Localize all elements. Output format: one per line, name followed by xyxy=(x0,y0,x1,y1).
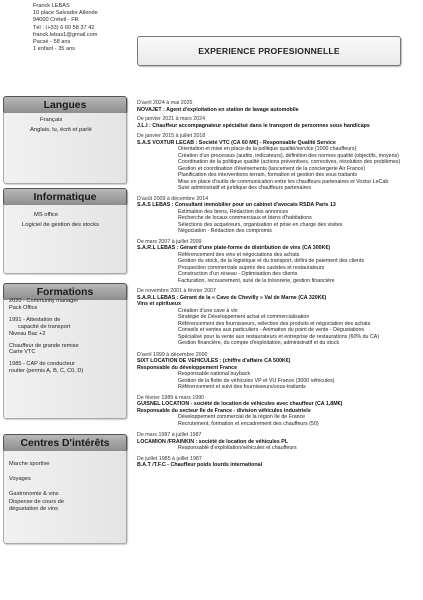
experience-bullet: Gestion du stock, de la logistique et du transport, défini de paiement des clients xyxy=(178,258,417,265)
experience-entry xyxy=(137,100,417,113)
experience-entry xyxy=(137,196,417,235)
experience-bullets xyxy=(137,308,417,347)
experience-bullet: Création d'une cave à vin xyxy=(178,308,417,315)
formation-line: Niveau Bac +2 xyxy=(9,330,46,337)
experience-date: De janvier 2021 à mars 2024 xyxy=(137,116,206,122)
experience-title: J.L.I : Chauffeur accompagnateur spécialisé dans le transport de personnes sous handicaps xyxy=(137,122,370,129)
contact-name: Franck LEBAS xyxy=(33,3,70,9)
formation-line: Chauffeur de grande remise xyxy=(9,342,79,349)
interet-spacer xyxy=(9,483,123,491)
experience-entry xyxy=(137,133,417,192)
langue-item: Anglais, lu, écrit et parlé xyxy=(30,127,92,134)
experience-date: D'août 2009 à décembre 2014 xyxy=(137,195,209,202)
experience-entry xyxy=(137,395,417,428)
experience-entry xyxy=(137,456,417,469)
experience-bullet: Construction d'un réseau - Optimisation des clients xyxy=(178,271,417,278)
langues-list xyxy=(30,117,92,135)
informatique-item: MS office xyxy=(34,212,59,218)
experience-bullet: Spécialisé pour la vente aux restaurateurs et entreprise de restaurations (60% du CA) xyxy=(178,334,417,341)
experience-title: SIXT LOCATION DE VEHICULES : (chiffre d'affaire CA 500K€) xyxy=(137,358,291,364)
langue-item: Français xyxy=(40,117,63,123)
experience-bullet: Planification des interventions terrain, formation et gestion des sous traitants xyxy=(178,172,417,179)
experience-bullet: Suivi administratif et juridique des chauffeurs partenaires xyxy=(178,185,417,192)
interet-spacer xyxy=(9,468,123,476)
experience-bullet: Coordination de la politique qualité (actions préventives, correctives, résolution des problèmes) xyxy=(178,159,417,166)
experience-date: De juillet 1985 à juillet 1987 xyxy=(137,455,202,462)
interet-line: dégustation de vins xyxy=(9,505,59,512)
formation-line: capacité de transport xyxy=(18,323,71,330)
experience-bullets xyxy=(137,371,417,391)
experience-subtitle: Responsable du développement France xyxy=(137,364,238,371)
contact-city: 94000 Créteil - FR xyxy=(33,17,79,24)
experience-bullets xyxy=(137,414,417,427)
section-informatique-header: Informatique xyxy=(3,188,127,206)
formations-list xyxy=(9,298,123,375)
informatique-item: Logiciel de gestion des stocks xyxy=(22,222,100,229)
experience-bullet: Mise en place d'outils de communication entre les chauffeurs partenaires et Voxtur LeCab xyxy=(178,179,417,186)
formation-line: 1991 - Attestation de xyxy=(9,316,61,323)
contact-children: 1 enfant - 35 ans xyxy=(33,46,75,53)
experience-bullets xyxy=(137,252,417,285)
experience-list xyxy=(137,100,417,473)
experience-bullet: Recherche de locaux commerciaux et biens d'habitations xyxy=(178,215,417,222)
experience-title: B.A.T /T.F.C - Chauffeur poids lourds international xyxy=(137,462,263,468)
experience-date: De janvier 2015 à juillet 2018 xyxy=(137,133,206,139)
informatique-list xyxy=(22,212,99,230)
formation-line: 2020 - Community manager xyxy=(9,298,79,304)
experience-bullet: Référencement et suivi des fournisseurs/sous-traitants xyxy=(178,384,417,391)
experience-entry xyxy=(137,432,417,452)
contact-phone: Tél : (+33) 6 60 58 37 42 xyxy=(33,24,95,31)
experience-bullet: Gestion financière, du compte d'exploitation, administratif et du stock xyxy=(178,340,417,347)
experience-bullet: Gestion de la flotte de véhicules VP et VU France (3000 véhicules) xyxy=(178,378,417,385)
experience-bullets xyxy=(137,209,417,235)
formation-line: 1985 - CAP de conducteur xyxy=(9,361,75,368)
experience-bullet: Estimation des biens, Rédaction des annonces xyxy=(178,209,417,216)
experience-bullet: Recrutement, formation et encadrement des chauffeurs (50) xyxy=(178,421,417,428)
section-interets-header: Centres D'intérêts xyxy=(3,434,127,452)
experience-bullet: Négociation - Rédaction des compromis xyxy=(178,228,417,235)
contact-status: Pacsé - 58 ans xyxy=(33,39,71,46)
experience-title: NOVAJET : Agent d'exploitation en station de lavage automobile xyxy=(137,106,299,113)
experience-title: S.A.S LEBAS : Consultant immobilier pour un cabinet d'avocats RSDA Paris 13 xyxy=(137,202,336,208)
formation-line: Pack Office xyxy=(9,304,38,311)
interet-line: Marche sportive xyxy=(9,461,50,467)
experience-title: S.A.R.L LEBAS : Gérant d'une plate-forme de distribution de vins (CA 300K€) xyxy=(137,245,331,251)
experience-bullet: Création d'un processus (audits, indicateurs), définition des normes qualité (objectifs, moyens) xyxy=(178,153,417,160)
interets-list xyxy=(9,461,123,513)
experience-bullet: Développement commercial de la région Ile de France xyxy=(178,414,417,421)
interet-line: Gastronomie & vins xyxy=(9,491,59,498)
experience-bullet: Responsable d'exploitation/véhicules et chauffeurs xyxy=(178,445,417,452)
experience-entry xyxy=(137,352,417,391)
formation-line: routier (permis A, B, C, C0, D) xyxy=(9,368,84,375)
experience-subtitle: Vins et spiritueux xyxy=(137,301,182,307)
experience-date: D'avril 2024 à mai 2025 xyxy=(137,100,193,106)
interet-line: Voyages xyxy=(9,476,31,483)
experience-bullet: Gestion et coordination d'événements (lancement de la conciergerie Air France) xyxy=(178,166,417,173)
experience-date: De novembre 2001 à février 2007 xyxy=(137,288,216,294)
experience-bullets xyxy=(137,445,417,452)
experience-bullet: Référencement des vins et négociations des achats xyxy=(178,252,417,259)
experience-bullet: Stratégie de Développement achat et commercialisation xyxy=(178,314,417,321)
experience-bullet: Facturation, recouvrement, suivi de la trésorerie, gestion financière xyxy=(178,278,417,285)
experience-entry xyxy=(137,239,417,285)
experience-title: GUISNEL LOCATION - société de location de véhicules avec chauffeur (CA 1,8M€) xyxy=(137,401,343,407)
contact-email[interactable]: franck.lebas1@gmail.com xyxy=(33,31,98,38)
experience-subtitle: Responsable du secteur Ile de France - division véhicules industriels xyxy=(137,407,311,414)
experience-bullet: Prospection commerciale auprès des cavistes et restaurateurs xyxy=(178,265,417,272)
experience-title: LOCAMION /FRAINKIN : société de location de véhicules PL xyxy=(137,438,288,445)
formation-line: Carte VTC xyxy=(9,349,36,356)
experience-date: De mars 2007 à juillet 2009 xyxy=(137,238,202,245)
section-langues-header: Langues xyxy=(3,96,127,114)
page-title: EXPERIENCE PROFESIONNELLE xyxy=(137,36,401,66)
contact-address: 10 place Salvador Allende xyxy=(33,10,98,17)
experience-bullet: Conseils et ventes aux particuliers - Animation du point de vente - Dégustations xyxy=(178,327,417,334)
experience-date: De février 1989 à mars 1990 xyxy=(137,394,205,401)
experience-title: S.A.R.L LEBAS : Gérant de la « Cave de Chevilly » Val de Marne (CA 320K€) xyxy=(137,294,327,301)
interet-line: Dispense de cours de xyxy=(9,498,65,505)
contact-block xyxy=(33,3,133,53)
experience-bullet: Sélections des acquéreurs, organisation et prise en charge des visites xyxy=(178,222,417,229)
experience-date: D'avril 1999 à décembre 2000 xyxy=(137,351,208,358)
experience-bullet: Référencement des fournisseurs, sélection des produits et négociation des achats xyxy=(178,321,417,328)
experience-bullets xyxy=(137,146,417,192)
experience-bullet: Orientation et mise en place de la politique qualité/service (1000 chauffeurs) xyxy=(178,146,417,153)
experience-entry xyxy=(137,288,417,347)
experience-date: De mars 1987 à juillet 1987 xyxy=(137,432,202,438)
experience-bullet: Responsable national buyback xyxy=(178,371,417,378)
section-formations-header: Formations xyxy=(3,283,127,301)
experience-entry xyxy=(137,116,417,129)
experience-title: S.A.S VOXTUR LECAB : Société VTC (CA 60 M€) - Responsable Qualité Service xyxy=(137,139,336,146)
